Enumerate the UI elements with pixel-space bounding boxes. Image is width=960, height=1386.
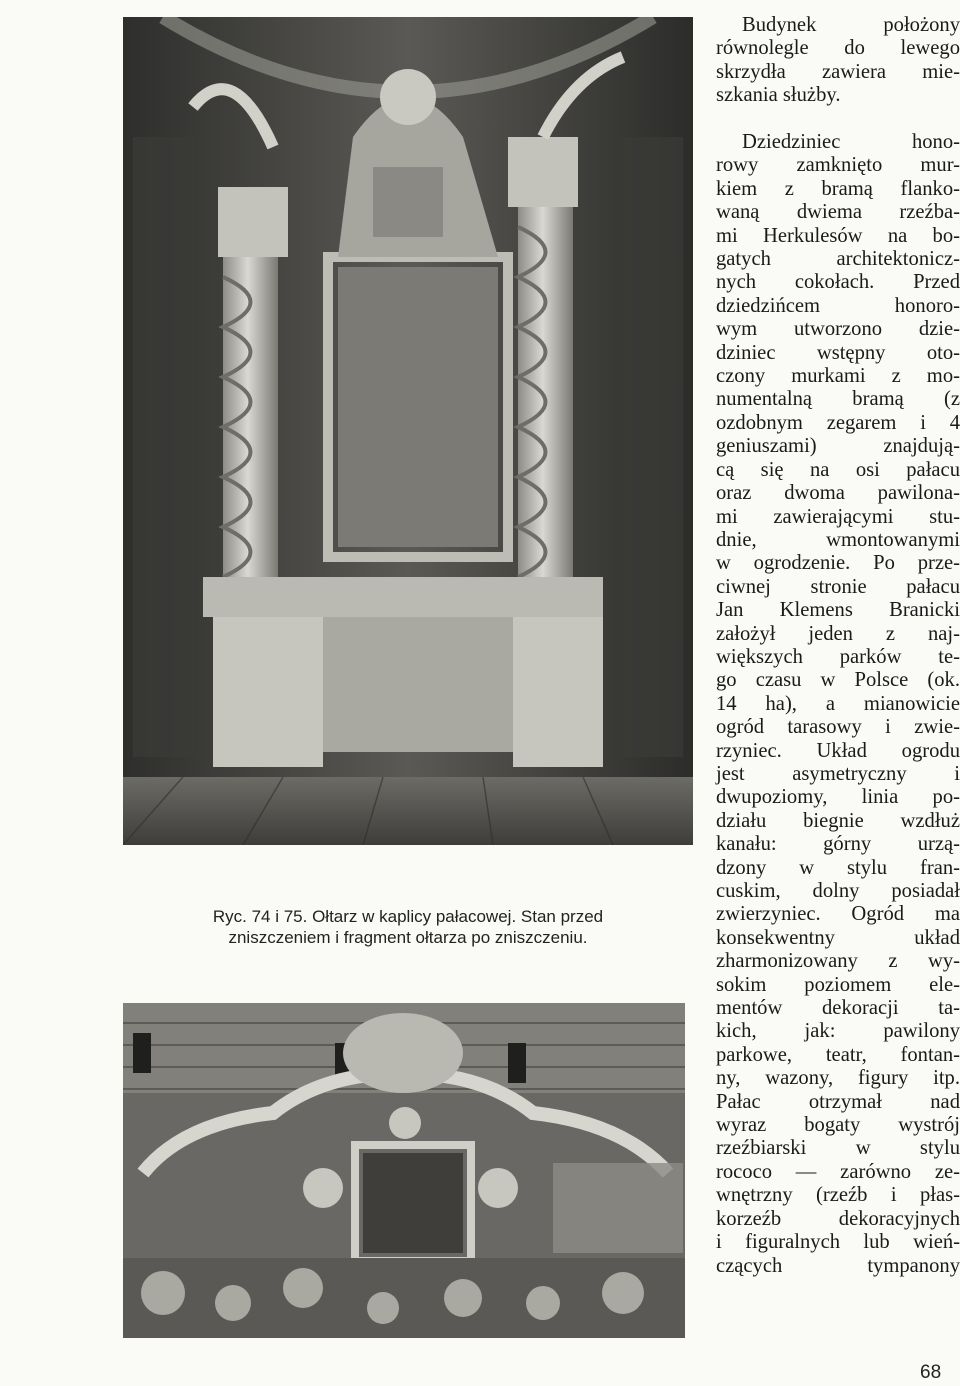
text-line: gatych architektonicz- <box>716 248 960 271</box>
text-line: kanału: górny urzą- <box>716 833 960 856</box>
text-line: szkania służby. <box>716 84 841 107</box>
text-line: równolegle do lewego <box>716 37 960 60</box>
text-line: ny, wazony, figury itp. <box>716 1067 960 1090</box>
text-line: czony murkami z mo- <box>716 365 960 388</box>
text-line: mentów dekoracji ta- <box>716 997 960 1020</box>
text-line: większych parków te- <box>716 645 960 668</box>
text-line: rzeźbiarski w stylu <box>716 1137 960 1160</box>
text-line: w ogrodzenie. Po prze- <box>716 552 960 575</box>
text-line: cuskim, dolny posiadał <box>716 880 960 903</box>
text-line: Jan Klemens Branicki <box>716 599 960 622</box>
text-line: waną dwiema rzeźba- <box>716 201 960 224</box>
text-line: założył jeden z naj- <box>716 622 960 645</box>
altar-fragment-photograph <box>123 1003 685 1338</box>
paragraph-servants-building <box>716 14 960 108</box>
text-line: dwupoziomy, linia po- <box>716 786 960 809</box>
text-line: mi zawierającymi stu- <box>716 505 960 528</box>
text-line: dzony w stylu fran- <box>716 856 960 879</box>
text-line: Pałac otrzymał nad <box>716 1090 960 1113</box>
text-line: zharmonizowany z wy- <box>716 950 960 973</box>
text-line: zwierzyniec. Ogród ma <box>716 903 960 926</box>
text-line: Dziedziniec hono- <box>742 131 960 154</box>
text-line: dziedzińcem honoro- <box>716 294 960 317</box>
text-line: cą się na osi pałacu <box>716 458 960 481</box>
text-line: rococo — zarówno ze- <box>716 1160 960 1183</box>
text-line: numentalną bramą (z <box>716 388 960 411</box>
text-line: sokim poziomem ele- <box>716 973 960 996</box>
text-line: skrzydła zawiera mie- <box>716 60 960 83</box>
text-line: wnętrzny (rzeźb i płas- <box>716 1184 960 1207</box>
text-line: i figuralnych lub wień- <box>716 1231 960 1254</box>
text-line: działu biegnie wzdłuż <box>716 809 960 832</box>
text-line: parkowe, teatr, fontan- <box>716 1043 960 1066</box>
figure-caption <box>130 906 686 948</box>
text-line: jest asymetryczny i <box>716 762 960 785</box>
text-line: go czasu w Polsce (ok. <box>716 669 960 692</box>
text-line: rowy zamknięto mur- <box>716 154 960 177</box>
altar-photograph <box>123 17 693 845</box>
text-line: mi Herkulesów na bo- <box>716 224 960 247</box>
text-line: nych cokołach. Przed <box>716 271 960 294</box>
text-line: oraz dwoma pawilona- <box>716 482 960 505</box>
paragraph-courtyard-garden <box>716 131 960 1278</box>
fragment-photo-image <box>123 1003 685 1338</box>
text-line: Budynek położony <box>742 14 960 36</box>
text-line: kich, jak: pawilony <box>716 1020 960 1043</box>
text-line: rzyniec. Układ ogrodu <box>716 739 960 762</box>
text-line: dziniec wstępny oto- <box>716 341 960 364</box>
text-line: ogród tarasowy i zwie- <box>716 716 960 739</box>
page-number: 68 <box>920 1362 942 1383</box>
caption-line-2: zniszczeniem i fragment ołtarza po zniszczeniu. <box>228 928 588 947</box>
text-line: ciwnej stronie pałacu <box>716 575 960 598</box>
text-line: konsekwentny układ <box>716 926 960 949</box>
text-line: 14 ha), a mianowicie <box>716 692 960 715</box>
text-line: ozdobnym zegarem i 4 <box>716 411 960 434</box>
text-line: korzeźb dekoracyjnych <box>716 1207 960 1230</box>
text-line: wyraz bogaty wystrój <box>716 1114 960 1137</box>
caption-line-1: Ryc. 74 i 75. Ołtarz w kaplicy pałacowej. Stan przed <box>212 907 604 926</box>
text-line: wym utworzono dzie- <box>716 318 960 341</box>
text-line: geniuszami) znajdują- <box>716 435 960 458</box>
altar-photo-image <box>123 17 693 845</box>
text-line: dnie, wmontowanymi <box>716 528 960 551</box>
text-line: czących tympanony <box>716 1254 960 1277</box>
text-line: kiem z bramą flanko- <box>716 177 960 200</box>
body-text-column <box>716 14 960 1278</box>
